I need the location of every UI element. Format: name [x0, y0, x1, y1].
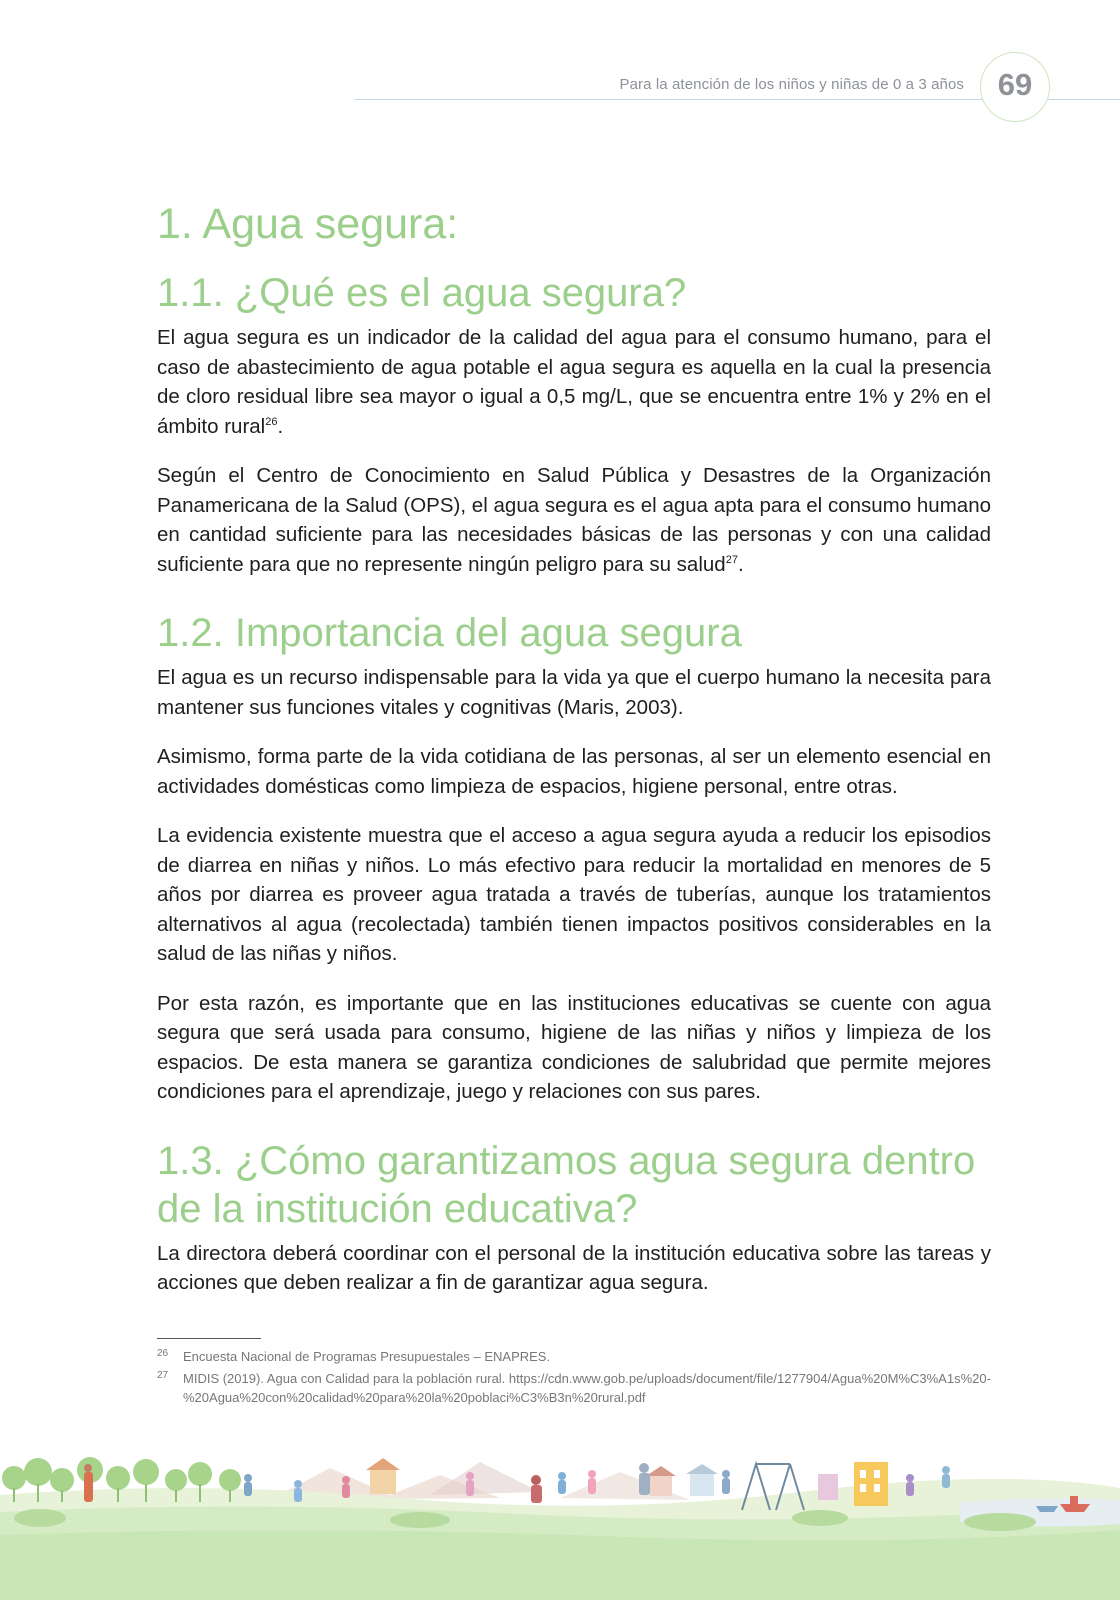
footnote-text: Encuesta Nacional de Programas Presupuestales – ENAPRES. — [183, 1348, 551, 1364]
footnote-number: 26 — [157, 1347, 169, 1359]
page-number: 69 — [997, 67, 1033, 102]
footnotes — [157, 1347, 991, 1407]
footnote-27 — [157, 1369, 991, 1407]
section-1-1-title: 1.1. ¿Qué es el agua segura? — [157, 271, 687, 315]
section-1-2-title: 1.2. Importancia del agua segura — [157, 611, 742, 655]
page-number-badge — [980, 52, 1050, 122]
section-1-3-paragraph-1: La directora deberá coordinar con el personal de la institución educativa sobre las tareas y acciones que deben realizar a fin de garantizar agua segura. — [157, 1241, 991, 1294]
footnote-ref-27[interactable]: 27 — [725, 553, 738, 566]
section-1-2-paragraph-3: La evidencia existente muestra que el acceso a agua segura ayuda a reducir los episodios de diarrea en niñas y niños. Lo más efectivo para reducir la mortalidad en menores de 5 años por diarrea es proveer agua tratada a través de tuberías, aunque los tratamientos alternativos al agua (recolectada) también tienen impactos positivos considerables en la salud de las niñas y niños. — [157, 824, 991, 965]
section-1-3-title: 1.3. ¿Cómo garantizamos agua segura dentro de la institución educativa? — [157, 1138, 976, 1231]
section-1-1-paragraph-2: Según el Centro de Conocimiento en Salud Pública y Desastres de la Organización Panamericana de la Salud (OPS), el agua segura es el agua apta para el consumo humano en cantidad suficiente para las necesidades básicas de las personas y con una calidad suficiente para que no represente ningún peligro para su salud$^{27}$. — [157, 464, 991, 576]
running-title: Para la atención de los niños y niñas de 0 a 3 años — [619, 76, 964, 93]
section-1-2-paragraph-1: El agua es un recurso indispensable para la vida ya que el cuerpo humano la necesita para mantener sus funciones vitales y cognitivas (Maris, 2003). — [157, 666, 991, 719]
footnote-26 — [157, 1347, 991, 1366]
footnote-number: 27 — [157, 1369, 169, 1381]
footnote-ref-26[interactable]: 26 — [265, 415, 278, 428]
section-1-2-paragraph-4: Por esta razón, es importante que en las instituciones educativas se cuente con agua segura que será usada para consumo, higiene de las niñas y niños y limpieza de los espacios. De esta manera se garantiza condiciones de salubridad que permite mejores condiciones para el aprendizaje, juego y relaciones con sus pares. — [157, 991, 991, 1103]
section-1-2-paragraph-2: Asimismo, forma parte de la vida cotidiana de las personas, al ser un elemento esencial en actividades domésticas como limpieza de espacios, higiene personal, entre otras. — [157, 745, 991, 798]
section-1-1-paragraph-1: El agua segura es un indicador de la calidad del agua para el consumo humano, para el caso de abastecimiento de agua potable el agua segura es aquella en la cual la presencia de cloro residual libre sea mayor o igual a 0,5 mg/L, que se encuentra entre 1% y 2% en el ámbito rural$^{26}$. — [157, 326, 991, 438]
section-1-title: 1. Agua segura: — [157, 200, 459, 248]
footnote-divider — [157, 1338, 261, 1339]
main-content — [157, 195, 991, 1410]
footnote-text[interactable]: MIDIS (2019). Agua con Calidad para la población rural. https://cdn.www.gob.pe/uploads/document/file/1277904/Agua%20M%C3%A1s%20-%20Agua%20con%20calidad%20para%20la%20poblaci%C3%B3n%20rural.pdf — [183, 1370, 991, 1405]
footer-illustration — [0, 1440, 1120, 1600]
